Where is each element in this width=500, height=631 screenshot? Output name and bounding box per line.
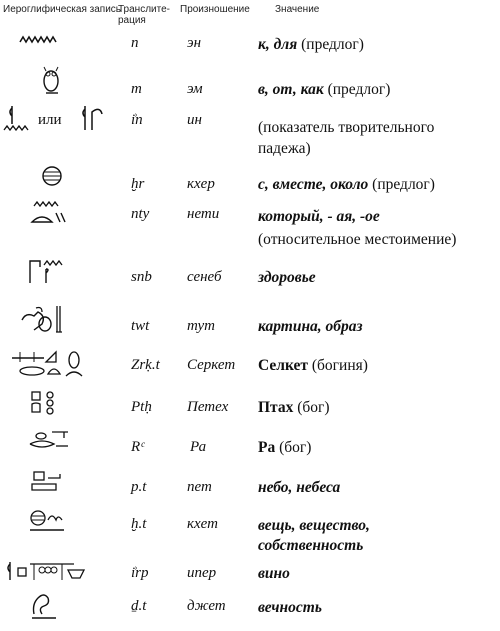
translit: i͗rp (131, 565, 149, 581)
meaning: (показатель творительного падежа) (258, 119, 435, 157)
pronunciation: эм (187, 81, 203, 97)
translit: Rᶜ (131, 439, 145, 455)
pronunciation: кхет (187, 516, 218, 532)
meaning: вино (258, 565, 290, 582)
pronunciation: ин (187, 112, 202, 128)
translit: ḫr (131, 176, 145, 192)
placenta-glyph-icon (8, 164, 68, 204)
translit: i͗n (131, 112, 143, 128)
pronunciation: кхер (187, 176, 215, 192)
translit: n (131, 35, 139, 51)
thing-glyph-icon (8, 508, 78, 548)
cobra-glyph-icon (8, 590, 78, 630)
header-meaning: Значение (275, 4, 320, 15)
pronunciation: сенеб (187, 269, 222, 285)
pronunciation: Ра (190, 439, 207, 455)
meaning: здоровье (258, 269, 316, 286)
reed-arm-glyph-icon (80, 104, 110, 144)
pronunciation: пет (187, 479, 212, 495)
translit: ḫ.t (131, 516, 147, 532)
chick-statue-glyph-icon (8, 302, 78, 342)
header-hieroglyph: Иероглифическая запись (3, 4, 122, 15)
reed-water-glyph-icon (2, 104, 32, 144)
pronunciation: эн (187, 35, 202, 51)
scorpion-glyph-icon (8, 348, 88, 388)
meaning: Птах (бог) (258, 399, 330, 416)
pronunciation: Петех (187, 399, 229, 415)
meaning: картина, образ (258, 318, 363, 335)
translit: snb (131, 269, 152, 285)
or-word: или (38, 112, 62, 128)
translit: nty (131, 206, 150, 222)
wall-water-glyph-icon (8, 257, 78, 297)
meaning: который, - ая, -ое (относительное местоимение) (258, 208, 457, 248)
pronunciation: джет (187, 598, 226, 614)
translit: m (131, 81, 142, 97)
header-pronunciation: Произношение (180, 4, 250, 15)
owl-glyph-icon (8, 62, 68, 102)
meaning: к, для (предлог) (258, 36, 364, 53)
translit: ḏ.t (131, 598, 147, 614)
pronunciation: Серкет (187, 357, 236, 373)
meaning: вечность (258, 599, 322, 616)
header-translit: Транслите- рация (118, 4, 170, 26)
meaning: небо, небеса (258, 479, 341, 496)
meaning: Ра (бог) (258, 439, 312, 456)
translit: twt (131, 318, 150, 334)
pronunciation: ипер (187, 565, 217, 581)
meaning: в, от, как (предлог) (258, 81, 391, 98)
meaning: Селкет (богиня) (258, 357, 368, 374)
sky-glyph-icon (8, 470, 78, 510)
meaning: с, вместе, около (предлог) (258, 176, 435, 193)
mouth-sun-glyph-icon (8, 430, 78, 470)
translit: p.t (131, 479, 147, 495)
meaning: вещь, вещество, собственность (258, 517, 370, 554)
ptah-glyph-icon (8, 390, 78, 430)
water-loaf-glyph-icon (8, 200, 68, 240)
translit: Ptḥ (131, 399, 152, 415)
pronunciation: нети (187, 206, 220, 222)
pronunciation: тут (187, 318, 215, 334)
translit: Zrḳ.t (131, 357, 160, 373)
